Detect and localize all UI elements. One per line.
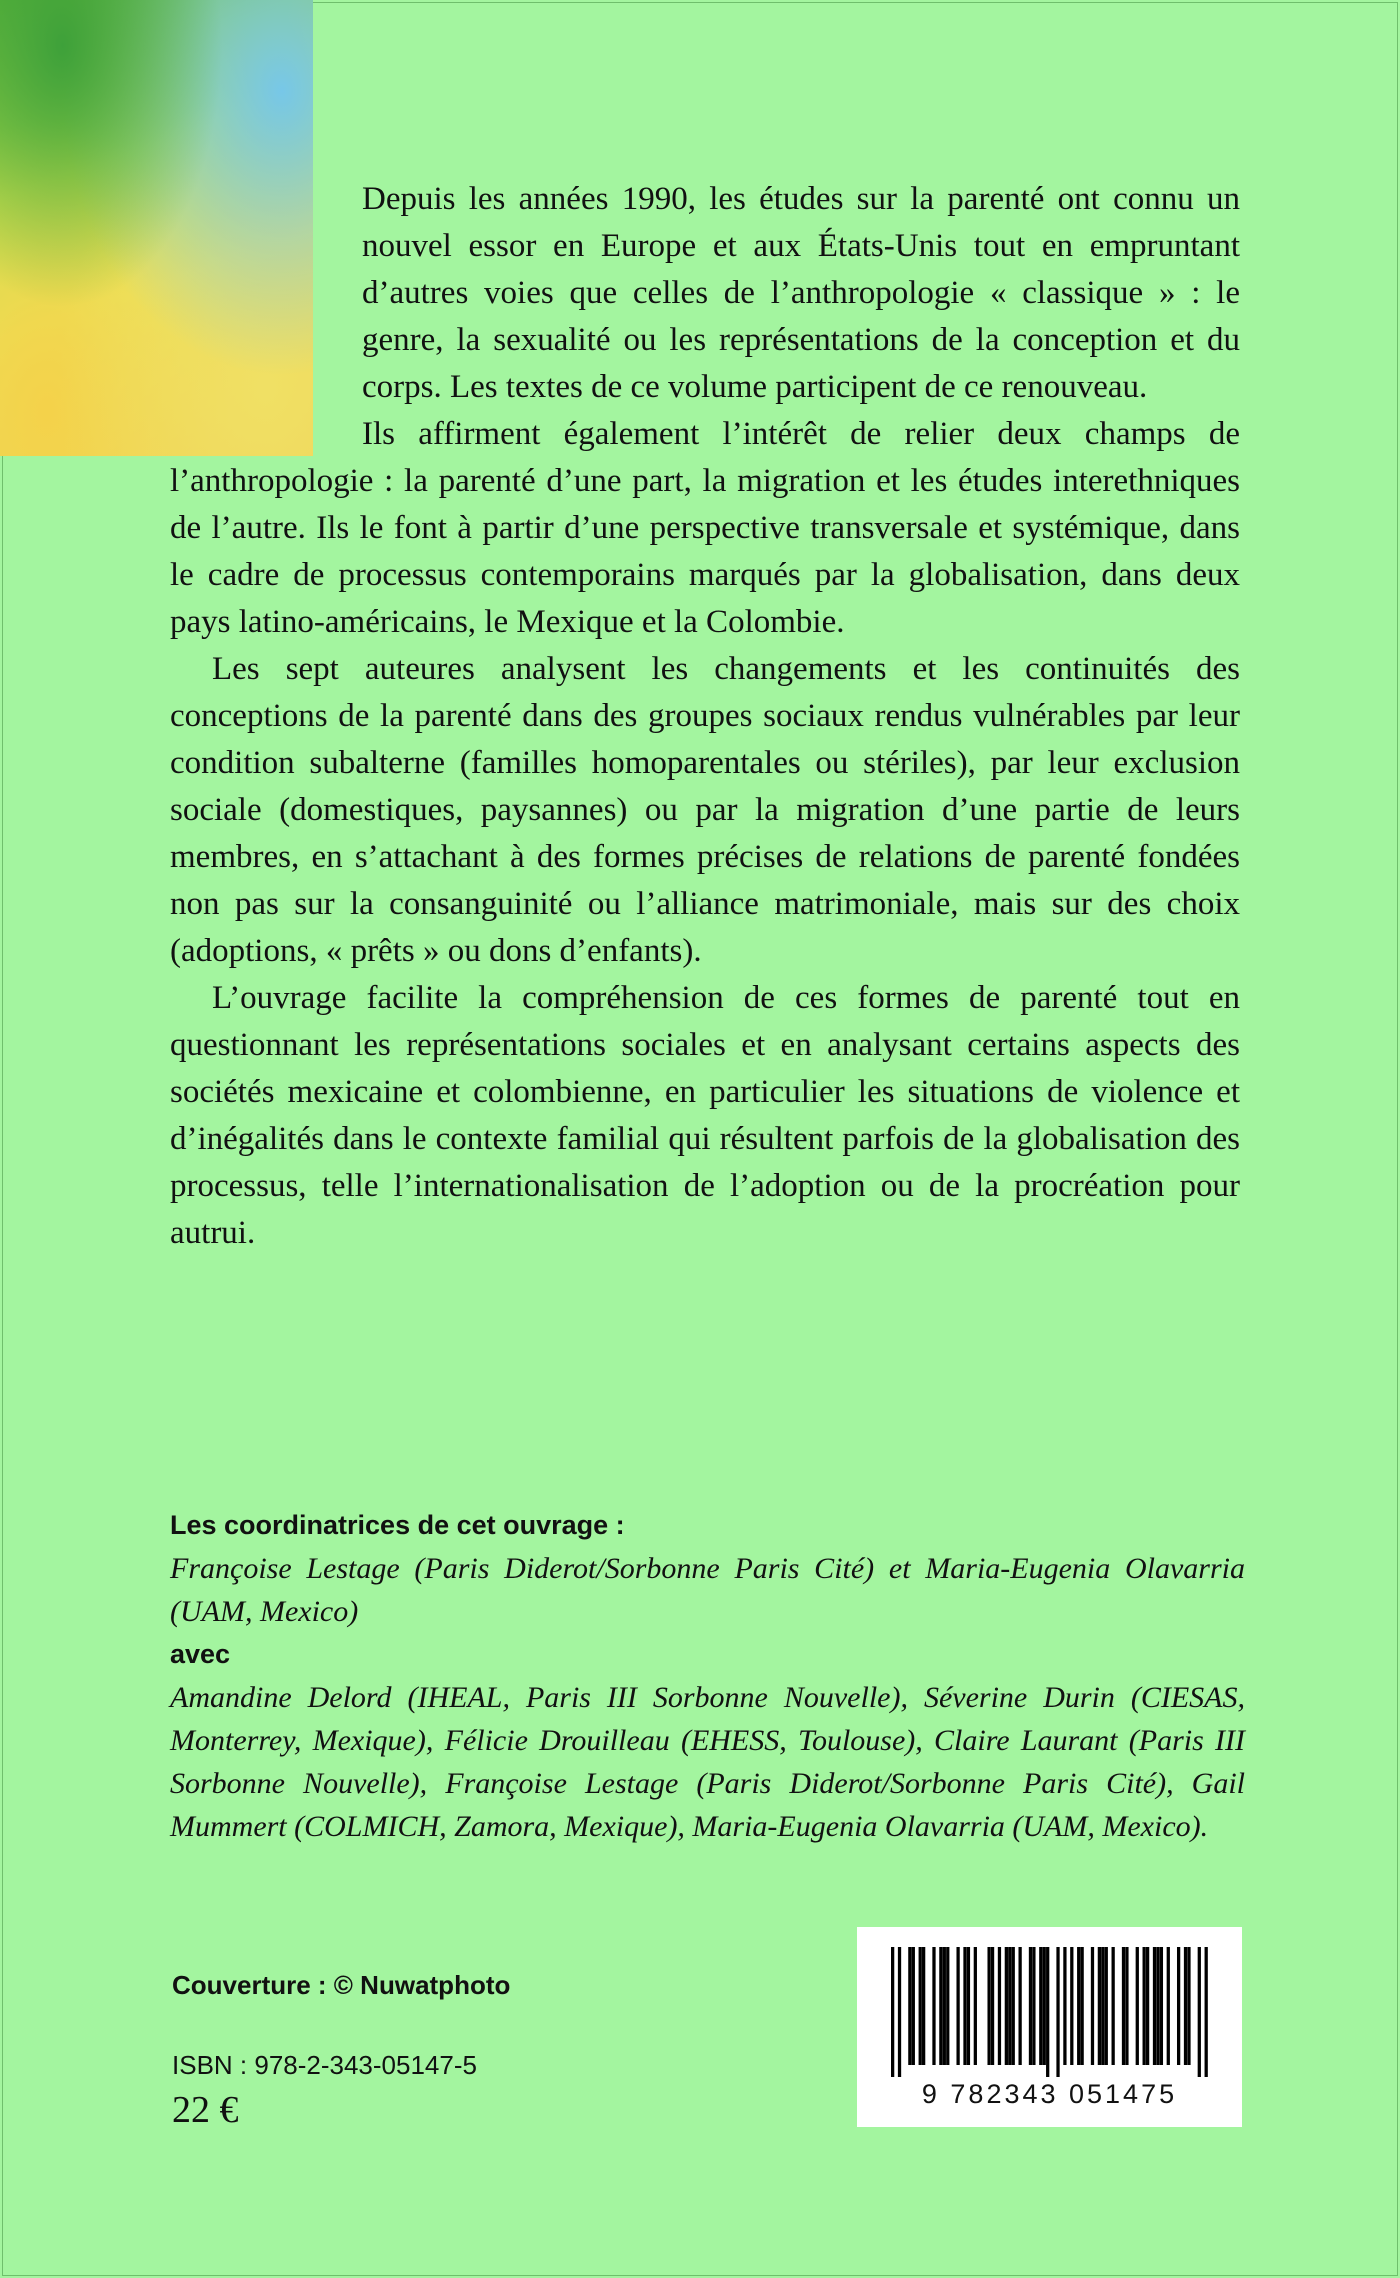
- barcode-bar: [912, 1947, 915, 2065]
- barcode-bar: [1153, 1947, 1156, 2065]
- cover-photo-credit: Couverture : © Nuwatphoto: [172, 1970, 511, 2000]
- barcode-bar: [974, 1947, 977, 2065]
- barcode-bar: [943, 1947, 946, 2065]
- barcode-bar: [987, 1947, 990, 2065]
- barcode-bar: [919, 1947, 922, 2065]
- barcode-bar: [1070, 1947, 1073, 2065]
- barcode-bar: [1005, 1947, 1008, 2065]
- barcode-bar: [963, 1947, 966, 2065]
- barcode-bar: [922, 1947, 925, 2065]
- barcode-bar: [1101, 1947, 1104, 2065]
- barcode-bar: [1091, 1947, 1094, 2065]
- barcode-bar: [1012, 1947, 1015, 2065]
- barcode-bar: [939, 1947, 942, 2065]
- barcode-bar: [1143, 1947, 1146, 2065]
- barcode-bar: [1167, 1947, 1170, 2065]
- barcode-bar: [1205, 1947, 1208, 2077]
- barcode-bar: [891, 1947, 894, 2077]
- barcode-bar: [946, 1947, 949, 2065]
- barcode-bar: [1063, 1947, 1066, 2065]
- barcode-bar: [1105, 1947, 1108, 2065]
- barcode-bar: [1039, 1947, 1042, 2065]
- with-label: avec: [170, 1639, 231, 1669]
- barcode-bar: [1184, 1947, 1187, 2065]
- barcode-bar: [1046, 1947, 1049, 2077]
- barcode-bar: [1008, 1947, 1011, 2065]
- barcode-bar: [908, 1947, 911, 2065]
- barcode-bar: [967, 1947, 970, 2065]
- barcode-bar: [1177, 1947, 1180, 2065]
- isbn: ISBN : 978-2-343-05147-5: [172, 2050, 477, 2080]
- barcode-bar: [1187, 1947, 1190, 2065]
- barcode: [857, 1927, 1242, 2127]
- barcode-bar: [956, 1947, 959, 2065]
- barcode-bar: [1146, 1947, 1149, 2065]
- barcode-digits: 9 782343 051475: [921, 2079, 1178, 2109]
- barcode-bar: [1056, 1947, 1059, 2077]
- barcode-bar: [1125, 1947, 1128, 2065]
- barcode-bar: [1122, 1947, 1125, 2065]
- back-cover-text: [170, 176, 1240, 1257]
- barcode-bar: [1098, 1947, 1101, 2065]
- contributors-section: [170, 1504, 1245, 1848]
- barcode-bar: [1081, 1947, 1084, 2065]
- coordinators-heading: Les coordinatrices de cet ouvrage :: [170, 1510, 625, 1540]
- barcode-bar: [1032, 1947, 1035, 2065]
- barcode-bar: [898, 1947, 901, 2077]
- price: 22 €: [172, 2089, 239, 2131]
- barcode-bar: [991, 1947, 994, 2065]
- coordinators-names: Françoise Lestage (Paris Diderot/Sorbonne Paris Cité) et Maria-Eugenia Olavarria (UAM, Mexico): [170, 1552, 1245, 1628]
- barcode-bars: [891, 1947, 1208, 2077]
- barcode-bar: [1029, 1947, 1032, 2065]
- barcode-bar: [1018, 1947, 1021, 2065]
- barcode-bar: [1198, 1947, 1201, 2077]
- authors-names: Amandine Delord (IHEAL, Paris III Sorbonne Nouvelle), Séverine Durin (CIESAS, Monterrey, Mexique), Félicie Drouilleau (EHESS, Toulouse), Claire Laurant (Paris III Sorbonne Nouvelle), Françoise Lestage (Paris Diderot/Sorbonne Paris Cité), Gail Mummert (COLMICH, Zamora, Mexique), Maria-Eugenia Olavarria (UAM, Mexico).: [170, 1681, 1245, 1843]
- barcode-bar: [1077, 1947, 1080, 2065]
- paragraph-3: Les sept auteures analysent les changements et les continuités des conceptions de la parenté dans des groupes sociaux rendus vulnérables par leur condition subalterne (familles homoparentales ou stériles), par leur exclusion sociale (domestiques, paysannes) ou par la migration d’une partie de leurs membres, en s’attachant à des formes précises de relations de parenté fondées non pas sur la consanguinité ou l’alliance matrimoniale, mais sur des choix (adoptions, « prêts » ou dons d’enfants).: [170, 651, 1240, 969]
- barcode-bar: [932, 1947, 935, 2065]
- paragraph-4: L’ouvrage facilite la compréhension de ces formes de parenté tout en questionnant les représentations sociales et en analysant certains aspects des sociétés mexicaine et colombienne, en particulier les situations de violence et d’inégalités dans le contexte familial qui résultent parfois de la globalisation des processus, telle l’internationalisation de l’adoption ou de la procréation pour autrui.: [170, 980, 1240, 1251]
- barcode-bar: [1043, 1947, 1046, 2065]
- barcode-bar: [1136, 1947, 1139, 2065]
- barcode-bar: [1156, 1947, 1159, 2065]
- paragraph-1: Depuis les années 1990, les études sur la parenté ont connu un nouvel essor en Europe et aux États-Unis tout en empruntant d’autres voies que celles de l’anthropologie « classique » : le genre, la sexualité ou les représentations de la conception et du corps. Les textes de ce volume participent de ce renouveau.: [362, 181, 1240, 405]
- barcode-bar: [1112, 1947, 1115, 2065]
- barcode-bar: [1160, 1947, 1163, 2065]
- barcode-bar: [998, 1947, 1001, 2065]
- paragraph-2: Ils affirment également l’intérêt de relier deux champs de l’anthropologie : la parenté d’une part, la migration et les études interethniques de l’autre. Ils le font à partir d’une perspective transversale et systémique, dans le cadre de processus contemporains marqués par la globalisation, dans deux pays latino-américains, le Mexique et la Colombie.: [170, 416, 1240, 640]
